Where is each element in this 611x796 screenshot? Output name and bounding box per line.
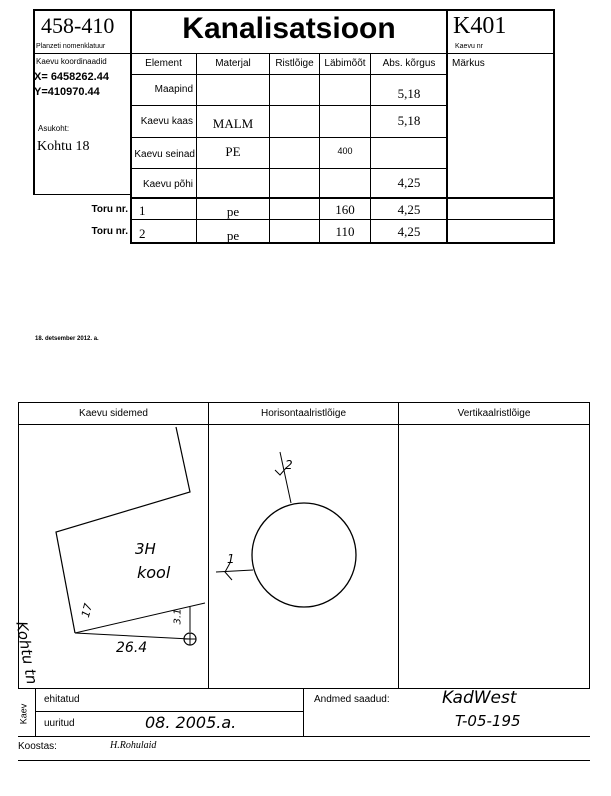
pipe-material: pe bbox=[226, 228, 240, 243]
sketch-street-label: Kohtu tn bbox=[12, 620, 42, 686]
pipe-material: pe bbox=[226, 204, 240, 219]
row-element: Kaevu seinad bbox=[134, 149, 195, 160]
row-element: Kaevu kaas bbox=[140, 116, 193, 127]
footer-side-label: Kaev bbox=[18, 703, 29, 725]
row-material: PE bbox=[225, 144, 241, 159]
sketch-distance: 3.1 bbox=[172, 608, 184, 625]
col-header-material: Materjal bbox=[215, 58, 251, 69]
pipe-height: 4,25 bbox=[397, 202, 421, 217]
pipe-label: Toru nr. bbox=[91, 226, 128, 237]
date-note: 18. detsember 2012. a. bbox=[35, 336, 99, 342]
surveyed-label: uuritud bbox=[44, 718, 75, 729]
data-source-signature: KadWest bbox=[442, 688, 517, 708]
pipe-diameter: 110 bbox=[335, 224, 355, 239]
row-height: 5,18 bbox=[397, 113, 421, 128]
pipe-label: Toru nr. bbox=[91, 204, 128, 215]
pipe-no: 1 bbox=[139, 203, 146, 218]
coord-y: Y=410970.44 bbox=[34, 86, 100, 98]
map-sheet-label: Planzeti nomenklatuur bbox=[36, 43, 106, 50]
row-element: Kaevu põhi bbox=[142, 179, 193, 190]
coords-label: Kaevu koordinaadid bbox=[36, 57, 107, 66]
address-label: Asukoht: bbox=[38, 124, 70, 133]
col-title-horizontal: Horisontaalristlõige bbox=[260, 408, 347, 419]
row-material: MALM bbox=[212, 116, 254, 131]
row-diameter: 400 bbox=[337, 146, 353, 156]
row-element: Maapind bbox=[154, 84, 193, 95]
col-header-element: Element bbox=[145, 58, 182, 69]
data-source-label: Andmed saadud: bbox=[314, 694, 390, 705]
well-number: K401 bbox=[453, 13, 507, 39]
row-height: 4,25 bbox=[397, 175, 421, 190]
sketch-building-label: 3H bbox=[135, 540, 156, 558]
pipe-diameter: 160 bbox=[335, 202, 355, 217]
col-header-note: Märkus bbox=[452, 58, 485, 69]
pipe-height: 4,25 bbox=[397, 224, 421, 239]
built-label: ehitatud bbox=[44, 694, 80, 705]
pipe-label-1: 1 bbox=[227, 552, 235, 566]
well-number-label: Kaevu nr bbox=[455, 43, 484, 50]
map-sheet-code: 458-410 bbox=[41, 13, 115, 38]
col-title-vertical: Vertikaalristlõige bbox=[457, 408, 531, 419]
sketch-distance: 17 bbox=[78, 602, 96, 619]
col-header-diameter: Läbimõõt bbox=[324, 58, 366, 69]
col-header-cross: Ristlõige bbox=[275, 58, 314, 69]
sketch-distance: 26.4 bbox=[116, 640, 148, 656]
compiled-value: H.Rohulaid bbox=[110, 740, 157, 751]
data-source-code: T-05-195 bbox=[455, 712, 521, 730]
coord-x: X= 6458262.44 bbox=[34, 71, 109, 83]
col-title-ties: Kaevu sidemed bbox=[79, 408, 148, 419]
sketch-building-label-2: kool bbox=[137, 563, 171, 582]
pipe-no: 2 bbox=[139, 226, 146, 241]
pipe-label-2: 2 bbox=[285, 458, 293, 472]
page-title: Kanalisatsioon bbox=[182, 12, 396, 45]
compiled-label: Koostas: bbox=[18, 741, 57, 752]
surveyed-value: 08. 2005.a. bbox=[145, 713, 237, 732]
col-header-height: Abs. kõrgus bbox=[382, 58, 436, 69]
row-height: 5,18 bbox=[397, 86, 421, 101]
address: Kohtu 18 bbox=[37, 139, 90, 154]
